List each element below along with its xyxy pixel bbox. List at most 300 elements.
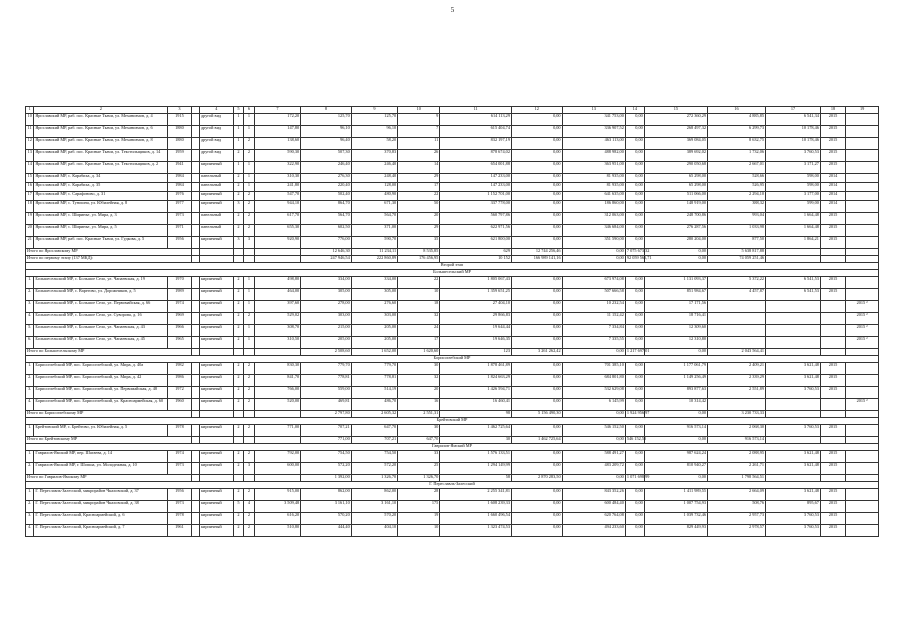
table-cell: 829 449,93 bbox=[644, 525, 707, 537]
table-cell: 2015 bbox=[820, 451, 845, 463]
table-cell: 508,76 bbox=[708, 501, 766, 513]
table-cell: 1959 bbox=[168, 150, 191, 162]
table-cell: 3 161,10 bbox=[301, 501, 352, 513]
table-cell: 528,66 bbox=[708, 174, 766, 183]
table-cell bbox=[766, 313, 821, 325]
table-cell: 916 573,14 bbox=[644, 425, 707, 437]
table-cell: 175 bbox=[398, 501, 440, 513]
table-cell: 28 bbox=[398, 489, 440, 501]
table-cell bbox=[846, 501, 879, 513]
table-cell: 2 957,73 bbox=[708, 513, 766, 525]
table-cell bbox=[766, 301, 821, 313]
address-cell: Большесельский МР, с. Большое Село, ул. Суворова, д. 16 bbox=[34, 313, 168, 325]
table-cell: кирпичный bbox=[199, 513, 233, 525]
column-header: 15 bbox=[644, 107, 707, 114]
table-cell: 18 bbox=[26, 201, 34, 213]
table-cell-blank bbox=[191, 237, 199, 249]
table-cell: 0,00 bbox=[625, 150, 644, 162]
total-cell: 7 075 673,32 bbox=[625, 249, 644, 256]
total-cell: 0,00 bbox=[644, 349, 707, 356]
table-cell: 29 866,83 bbox=[440, 313, 512, 325]
table-cell: 1 462 725,64 bbox=[440, 425, 512, 437]
table-cell bbox=[846, 277, 879, 289]
table-cell: 1978 bbox=[168, 513, 191, 525]
column-header: 1 bbox=[26, 107, 34, 114]
table-cell: 0,00 bbox=[625, 325, 644, 337]
table-cell: 2 bbox=[244, 225, 255, 237]
table-cell: 532 629,08 bbox=[562, 387, 625, 399]
table-cell: 17 bbox=[26, 192, 34, 201]
table-cell: 3 161,10 bbox=[351, 501, 397, 513]
table-cell: кирпичный bbox=[199, 375, 233, 387]
table-cell: 2 bbox=[233, 289, 244, 301]
table-cell: другой вид bbox=[199, 150, 233, 162]
table-cell: 0,00 bbox=[511, 525, 562, 537]
table-cell: 600,00 bbox=[254, 463, 300, 475]
table-row bbox=[26, 150, 879, 162]
table-cell: 2 261,71 bbox=[708, 463, 766, 475]
table-row bbox=[26, 425, 879, 437]
table-cell: 4. bbox=[26, 525, 34, 537]
address-cell: Большесельский МР, с. Варегово, ул. Дорожников, д. 5 bbox=[34, 289, 168, 301]
table-cell: 2 bbox=[244, 451, 255, 463]
total-cell bbox=[766, 411, 821, 418]
table-cell: 2015 bbox=[820, 501, 845, 513]
table-cell: 2 bbox=[244, 363, 255, 375]
table-cell: 371,00 bbox=[351, 225, 397, 237]
table-cell: 2 bbox=[233, 375, 244, 387]
table-cell: 147 233,00 bbox=[440, 183, 512, 192]
total-cell: 247 946,54 bbox=[301, 256, 352, 263]
table-cell: 10 178,46 bbox=[766, 126, 821, 138]
table-cell: 1 bbox=[244, 289, 255, 301]
table-cell: 1880 bbox=[168, 126, 191, 138]
table-cell: 895,67 bbox=[766, 501, 821, 513]
table-cell: 27 404,10 bbox=[440, 301, 512, 313]
table-cell: 1 bbox=[244, 337, 255, 349]
table-cell: 2 bbox=[244, 138, 255, 150]
section-title: Борисоглебский МР bbox=[26, 356, 879, 363]
table-cell: 480,90 bbox=[351, 192, 397, 201]
table-cell: 3 bbox=[233, 237, 244, 249]
table-row bbox=[26, 337, 879, 349]
table-cell: кирпичный bbox=[199, 325, 233, 337]
table-cell: 19 646,35 bbox=[440, 337, 512, 349]
table-cell: 4. bbox=[26, 399, 34, 411]
total-cell: 3 230 733,33 bbox=[708, 411, 766, 418]
table-cell: 4 885,85 bbox=[708, 114, 766, 126]
table-cell: 0,00 bbox=[625, 387, 644, 399]
table-cell: 598,00 bbox=[766, 174, 821, 183]
table-cell: 1 bbox=[233, 126, 244, 138]
table-cell: 792,00 bbox=[254, 451, 300, 463]
total-cell bbox=[820, 437, 845, 444]
table-cell: 19 bbox=[398, 513, 440, 525]
table-cell: 2015 ² bbox=[846, 301, 879, 313]
table-cell: 3 171,27 bbox=[766, 162, 821, 174]
table-cell: 469,81 bbox=[301, 399, 352, 411]
table-cell: 334,00 bbox=[301, 277, 352, 289]
address-cell: Ярославский МР, с. Карабиха, д. 35 bbox=[34, 183, 168, 192]
table-cell: 559,00 bbox=[301, 387, 352, 399]
total-cell: 10 152 bbox=[440, 256, 512, 263]
table-cell: 2015 bbox=[820, 289, 845, 301]
table-cell: 641 635,00 bbox=[562, 192, 625, 201]
section-title: Гаврилов-Ямский МР bbox=[26, 444, 879, 451]
table-cell: 707,21 bbox=[301, 425, 352, 437]
table-cell: 776,00 bbox=[301, 237, 352, 249]
total-cell: 166 989 141,16 bbox=[511, 256, 562, 263]
table-row bbox=[26, 387, 879, 399]
table-cell: 590,70 bbox=[351, 237, 397, 249]
table-cell: 2 bbox=[233, 225, 244, 237]
table-cell: 1915 bbox=[168, 114, 191, 126]
table-cell: 10 bbox=[398, 525, 440, 537]
total-cell: 1 620,60 bbox=[398, 349, 440, 356]
total-cell bbox=[766, 256, 821, 263]
table-cell: 8 632,75 bbox=[708, 138, 766, 150]
table-cell: 488 982,00 bbox=[562, 150, 625, 162]
table-cell: 862,00 bbox=[351, 489, 397, 501]
total-cell: 1 217 697,01 bbox=[625, 349, 644, 356]
table-cell: 2015 bbox=[820, 513, 845, 525]
table-cell: 2 409,21 bbox=[708, 363, 766, 375]
table-cell: 2. bbox=[26, 501, 34, 513]
total-cell bbox=[244, 411, 255, 418]
address-cell: Гаврилов-Ямский МР, г. Шопша, ул. Молодежная, д. 10 bbox=[34, 463, 168, 475]
table-cell: 614 113,29 bbox=[440, 114, 512, 126]
table-cell bbox=[846, 201, 879, 213]
table-cell: 1974 bbox=[168, 301, 191, 313]
table-cell: 1965 bbox=[168, 337, 191, 349]
table-cell: 655,30 bbox=[254, 225, 300, 237]
table-cell: 11 152,42 bbox=[562, 313, 625, 325]
table-cell: 10 178,46 bbox=[766, 138, 821, 150]
table-cell: 20 bbox=[26, 225, 34, 237]
table-row bbox=[26, 174, 879, 183]
table-cell bbox=[820, 313, 845, 325]
table-cell: 1 805 067,43 bbox=[440, 277, 512, 289]
table-cell: 346 684,00 bbox=[562, 225, 625, 237]
table-cell: 3 760,53 bbox=[766, 150, 821, 162]
table-cell-blank bbox=[191, 325, 199, 337]
total-cell: 1 326,70 bbox=[351, 475, 397, 482]
total-cell: 0,00 bbox=[562, 475, 625, 482]
table-cell: 832 197,19 bbox=[440, 138, 512, 150]
table-cell bbox=[846, 289, 879, 301]
table-cell bbox=[846, 225, 879, 237]
table-cell: 620 764,08 bbox=[562, 513, 625, 525]
table-cell bbox=[766, 399, 821, 411]
table-cell: 29 bbox=[398, 225, 440, 237]
table-cell: 778,81 bbox=[351, 375, 397, 387]
table-row bbox=[26, 451, 879, 463]
total-cell bbox=[233, 475, 244, 482]
table-cell: кирпичный bbox=[199, 489, 233, 501]
total-cell bbox=[254, 475, 300, 482]
total-cell: 1 798 564,51 bbox=[708, 475, 766, 482]
table-cell: 2014 bbox=[820, 192, 845, 201]
table-cell bbox=[820, 325, 845, 337]
table-cell: 0,00 bbox=[511, 387, 562, 399]
total-cell: 0,00 bbox=[562, 411, 625, 418]
table-cell: 2 bbox=[233, 525, 244, 537]
table-cell: 2 bbox=[244, 387, 255, 399]
table-cell bbox=[846, 183, 879, 192]
column-header: 19 bbox=[846, 107, 879, 114]
total-label: Итого по Брейтовскому МР bbox=[26, 437, 192, 444]
table-cell: 3 bbox=[233, 201, 244, 213]
table-cell: 1. bbox=[26, 489, 34, 501]
total-cell bbox=[244, 349, 255, 356]
table-cell: 2 bbox=[233, 451, 244, 463]
table-cell: 246,40 bbox=[301, 162, 352, 174]
table-cell: 147,80 bbox=[254, 126, 300, 138]
table-cell: 24 bbox=[398, 325, 440, 337]
table-row bbox=[26, 375, 879, 387]
table-cell bbox=[708, 301, 766, 313]
address-cell: Ярославский МР, с. Ширинье, ул. Мира, д. 3 bbox=[34, 213, 168, 225]
column-header: 18 bbox=[820, 107, 845, 114]
table-cell: 1989 bbox=[168, 289, 191, 301]
table-row bbox=[26, 325, 879, 337]
table-cell: 6. bbox=[26, 337, 34, 349]
table-cell: 510,80 bbox=[254, 525, 300, 537]
table-cell: 268 497,32 bbox=[644, 126, 707, 138]
table-cell: 0,00 bbox=[511, 192, 562, 201]
total-cell: 1 071 698,99 bbox=[625, 475, 644, 482]
table-cell: 1982 bbox=[168, 363, 191, 375]
table-cell: 25 bbox=[398, 463, 440, 475]
table-cell: 341 753,00 bbox=[562, 114, 625, 126]
table-cell bbox=[846, 425, 879, 437]
total-cell bbox=[254, 249, 300, 256]
table-cell: 1 824 663,29 bbox=[440, 375, 512, 387]
table-cell-blank bbox=[191, 363, 199, 375]
table-cell: 2 bbox=[233, 337, 244, 349]
page-number: 5 bbox=[450, 6, 455, 14]
table-cell: 529,02 bbox=[254, 313, 300, 325]
table-cell: 0,00 bbox=[511, 225, 562, 237]
table-cell: 2 bbox=[244, 375, 255, 387]
table-cell: 0,00 bbox=[625, 501, 644, 513]
table-cell: 1 bbox=[244, 301, 255, 313]
table-cell: 1 131 093,37 bbox=[644, 277, 707, 289]
total-cell bbox=[766, 475, 821, 482]
table-cell bbox=[846, 138, 879, 150]
table-cell: 3 621,48 bbox=[766, 363, 821, 375]
table-cell: 5. bbox=[26, 325, 34, 337]
table-cell: 2015 bbox=[820, 489, 845, 501]
table-cell: 35 bbox=[398, 237, 440, 249]
table-cell: 2015 bbox=[820, 213, 845, 225]
total-cell bbox=[244, 249, 255, 256]
table-cell: 1. bbox=[26, 425, 34, 437]
table-cell: 0,00 bbox=[625, 183, 644, 192]
table-cell: 2 bbox=[244, 525, 255, 537]
table-cell: 0,00 bbox=[625, 399, 644, 411]
table-cell: 186 860,00 bbox=[562, 201, 625, 213]
table-cell: 58,20 bbox=[351, 138, 397, 150]
table-cell: 766,00 bbox=[254, 387, 300, 399]
column-header: 16 bbox=[708, 107, 766, 114]
total-cell bbox=[191, 256, 199, 263]
table-cell-blank bbox=[191, 501, 199, 513]
table-cell: 1969 bbox=[168, 313, 191, 325]
table-cell: 6 541,53 bbox=[766, 289, 821, 301]
table-cell: 272 360,29 bbox=[644, 114, 707, 126]
table-cell: 0,00 bbox=[625, 463, 644, 475]
table-row bbox=[26, 289, 879, 301]
total-cell: 647,70 bbox=[398, 437, 440, 444]
column-header: 7 bbox=[254, 107, 300, 114]
table-cell: 6 299,73 bbox=[708, 126, 766, 138]
table-cell: 2 bbox=[244, 399, 255, 411]
table-cell: 622 971,56 bbox=[440, 225, 512, 237]
table-cell: 1 660 496,54 bbox=[440, 513, 512, 525]
table-cell: 0,00 bbox=[625, 114, 644, 126]
table-cell: 654 001,88 bbox=[440, 162, 512, 174]
total-cell bbox=[254, 256, 300, 263]
table-cell: 570,20 bbox=[351, 513, 397, 525]
table-cell bbox=[846, 525, 879, 537]
total-cell: 0,00 bbox=[562, 437, 625, 444]
total-cell bbox=[233, 437, 244, 444]
table-cell: 388,32 bbox=[708, 201, 766, 213]
table-cell: кирпичный bbox=[199, 201, 233, 213]
table-cell: 463 113,00 bbox=[562, 138, 625, 150]
column-header: 9 bbox=[351, 107, 397, 114]
table-row bbox=[26, 463, 879, 475]
table-cell: 771,00 bbox=[254, 425, 300, 437]
table-cell bbox=[846, 375, 879, 387]
table-cell: 3 621,48 bbox=[766, 489, 821, 501]
table-cell: 915,00 bbox=[254, 489, 300, 501]
table-cell: 754,50 bbox=[351, 451, 397, 463]
table-cell: 2015 ² bbox=[846, 337, 879, 349]
total-cell: 1 924 956,97 bbox=[625, 411, 644, 418]
table-cell: 2 bbox=[244, 513, 255, 525]
table-cell: кирпичный bbox=[199, 387, 233, 399]
table-cell: 2 bbox=[233, 489, 244, 501]
total-cell: 12 646,30 bbox=[301, 249, 352, 256]
table-cell: 2 339,29 bbox=[708, 375, 766, 387]
total-cell: 74 059 251,46 bbox=[708, 256, 766, 263]
table-cell: 1 bbox=[244, 162, 255, 174]
total-cell: 0,00 bbox=[644, 411, 707, 418]
total-cell bbox=[199, 437, 233, 444]
table-cell-blank bbox=[191, 162, 199, 174]
table-cell: 16 460,41 bbox=[440, 399, 512, 411]
total-cell: 1 326,70 bbox=[398, 475, 440, 482]
total-cell: 98 bbox=[440, 411, 512, 418]
table-cell: 3 760,53 bbox=[766, 525, 821, 537]
table-cell: 248,40 bbox=[351, 174, 397, 183]
table-row bbox=[26, 277, 879, 289]
table-cell bbox=[846, 363, 879, 375]
table-cell: 2 bbox=[244, 425, 255, 437]
table-cell: 4. bbox=[26, 313, 34, 325]
total-cell: 222 860,89 bbox=[351, 256, 397, 263]
table-cell: 2015 bbox=[820, 277, 845, 289]
table-row bbox=[26, 213, 879, 225]
table-cell: 2 bbox=[244, 201, 255, 213]
table-cell: 0,00 bbox=[511, 337, 562, 349]
total-label: Итого по Борисоглебскому МР bbox=[26, 411, 192, 418]
table-cell: 2015 bbox=[820, 150, 845, 162]
table-cell: 10 bbox=[26, 114, 34, 126]
table-cell: 2015 bbox=[820, 525, 845, 537]
total-cell: 1 392,00 bbox=[301, 475, 352, 482]
table-cell: 363 951,00 bbox=[562, 162, 625, 174]
table-cell: 1961 bbox=[168, 525, 191, 537]
table-cell: 507 666,58 bbox=[562, 289, 625, 301]
table-cell: 0,00 bbox=[511, 451, 562, 463]
table-cell: 0,00 bbox=[511, 425, 562, 437]
total-cell bbox=[846, 249, 879, 256]
table-cell-blank bbox=[191, 399, 199, 411]
table-cell: панельный bbox=[199, 183, 233, 192]
address-cell: Брейтовский МР, с. Брейтово, ул. Юбилейная, д. 5 bbox=[34, 425, 168, 437]
table-cell-blank bbox=[191, 313, 199, 325]
table-cell: 1 864,21 bbox=[766, 237, 821, 249]
table-cell: 1 bbox=[244, 277, 255, 289]
table-cell: 65 298,00 bbox=[644, 174, 707, 183]
total-cell: 30 bbox=[440, 437, 512, 444]
table-cell: 276 287,56 bbox=[644, 225, 707, 237]
total-cell: 3 261 262,42 bbox=[511, 349, 562, 356]
total-cell bbox=[846, 256, 879, 263]
total-cell bbox=[766, 437, 821, 444]
table-cell bbox=[846, 192, 879, 201]
table-cell: 1 664,48 bbox=[766, 225, 821, 237]
table-cell: 3 bbox=[244, 237, 255, 249]
table-cell bbox=[846, 237, 879, 249]
address-cell: Большесельский МР, с. Большое Село, ул. Первомайская, д. 66 bbox=[34, 301, 168, 313]
address-cell: Ярославский МР, раб. пос. Красные Ткачи, ул. Механизмов, д. 4 bbox=[34, 114, 168, 126]
table-cell: 878 674,02 bbox=[440, 150, 512, 162]
table-cell: 0,00 bbox=[625, 174, 644, 183]
table-cell: 1 664,48 bbox=[766, 213, 821, 225]
table-cell: 26 bbox=[398, 150, 440, 162]
table-cell: 220,40 bbox=[301, 183, 352, 192]
table-cell: 3 621,48 bbox=[766, 451, 821, 463]
table-cell-blank bbox=[191, 126, 199, 138]
address-cell: Ярославский МР, раб. пос. Красные Ткачи, ул. Текстильщиков, д. 14 bbox=[34, 150, 168, 162]
address-cell: Большесельский МР, с. Большое Село, ул. Чапаевская, д. 19 bbox=[34, 277, 168, 289]
table-cell: 1. bbox=[26, 363, 34, 375]
table-cell: 290 050,68 bbox=[644, 162, 707, 174]
total-cell: 92 059 565,71 bbox=[625, 256, 644, 263]
table-cell: 1941 bbox=[168, 162, 191, 174]
table-cell: 1984 bbox=[168, 174, 191, 183]
table-cell: 205,00 bbox=[351, 337, 397, 349]
table-cell: 0,00 bbox=[511, 150, 562, 162]
table-cell: 1 359 651,25 bbox=[440, 289, 512, 301]
table-cell: 564,70 bbox=[301, 213, 352, 225]
table-cell: 2015 bbox=[820, 138, 845, 150]
table-cell: 1 732,06 bbox=[708, 150, 766, 162]
table-cell: 507,30 bbox=[301, 150, 352, 162]
table-cell: 0,00 bbox=[625, 289, 644, 301]
table-cell: 3 bbox=[244, 463, 255, 475]
total-cell: 0,00 bbox=[644, 256, 707, 263]
table-cell: 7 bbox=[398, 126, 440, 138]
table-cell: 1 149 256,49 bbox=[644, 375, 707, 387]
table-cell: 2 bbox=[244, 150, 255, 162]
table-cell bbox=[766, 337, 821, 349]
table-cell: 987 624,24 bbox=[644, 451, 707, 463]
